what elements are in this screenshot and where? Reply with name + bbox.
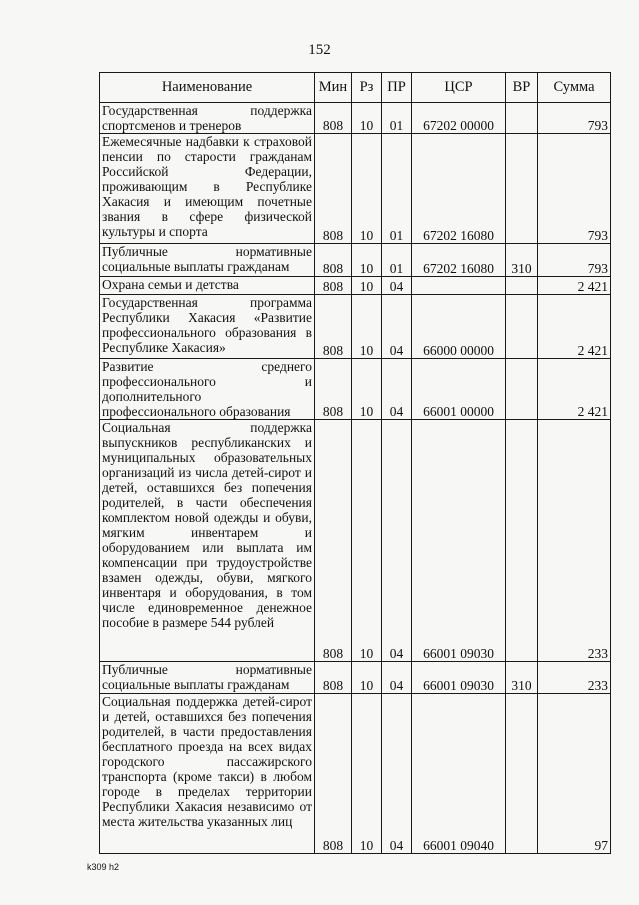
table-row <box>100 134 611 244</box>
footer-code: k309 h2 <box>87 862 120 872</box>
table-row <box>100 277 611 295</box>
row-pr: 01 <box>382 244 412 277</box>
row-min: 808 <box>315 103 352 134</box>
row-pr: 04 <box>382 295 412 359</box>
row-min: 808 <box>315 694 352 854</box>
row-vr <box>506 277 538 295</box>
row-name: Государственная программа Республики Хакасия «Развитие профессионального образования в Республике Хакасия» <box>102 295 312 355</box>
row-vr: 310 <box>506 244 538 277</box>
row-sum: 793 <box>538 134 611 244</box>
row-sum: 793 <box>538 244 611 277</box>
header-rz: Рз <box>352 73 382 103</box>
row-sum: 233 <box>538 662 611 694</box>
row-pr: 04 <box>382 277 412 295</box>
row-sum: 793 <box>538 103 611 134</box>
row-rz: 10 <box>352 134 382 244</box>
row-min: 808 <box>315 662 352 694</box>
budget-table <box>99 72 611 854</box>
row-rz: 10 <box>352 420 382 662</box>
row-sum: 97 <box>538 694 611 854</box>
row-csr <box>412 277 506 295</box>
row-name: Социальная поддержка выпускников республиканских и муниципальных образовательных организаций из числа детей-сирот и детей, оставшихся без попечения родителей, в части обеспечения комплектом новой одежды и обуви, мягким инвентарем и оборудованием или выплата им компенсации при трудоустройстве взамен одежды, обуви, мягкого инвентаря и оборудования, в том числе единовременное денежное пособие в размере 544 рублей <box>102 420 312 630</box>
row-name: Публичные нормативные социальные выплаты гражданам <box>102 244 312 274</box>
row-name: Охрана семьи и детства <box>102 277 239 292</box>
row-rz: 10 <box>352 359 382 420</box>
row-pr: 04 <box>382 662 412 694</box>
row-min: 808 <box>315 277 352 295</box>
row-pr: 04 <box>382 694 412 854</box>
row-vr <box>506 420 538 662</box>
row-min: 808 <box>315 420 352 662</box>
table-row <box>100 662 611 694</box>
header-pr: ПР <box>382 73 412 103</box>
row-vr <box>506 694 538 854</box>
row-csr: 66000 00000 <box>412 295 506 359</box>
row-name: Государственная поддержка спортсменов и тренеров <box>102 103 312 133</box>
header-vr: ВР <box>506 73 538 103</box>
table-row <box>100 420 611 662</box>
row-name: Ежемесячные надбавки к страховой пенсии по старости гражданам Российской Федерации, проживающим в Республике Хакасия и имеющим почетные звания в сфере физической культуры и спорта <box>102 134 312 239</box>
row-rz: 10 <box>352 662 382 694</box>
row-rz: 10 <box>352 244 382 277</box>
row-pr: 01 <box>382 103 412 134</box>
row-min: 808 <box>315 134 352 244</box>
row-name: Развитие среднего профессионального и дополнительного профессионального образования <box>102 359 312 419</box>
table-row <box>100 359 611 420</box>
row-pr: 04 <box>382 359 412 420</box>
table-row <box>100 295 611 359</box>
row-vr: 310 <box>506 662 538 694</box>
page-number: 152 <box>308 42 331 58</box>
row-pr: 04 <box>382 420 412 662</box>
row-sum: 2 421 <box>538 277 611 295</box>
table-header-row <box>100 73 611 103</box>
row-name: Публичные нормативные социальные выплаты гражданам <box>102 662 312 692</box>
row-vr <box>506 359 538 420</box>
row-min: 808 <box>315 359 352 420</box>
table-row <box>100 244 611 277</box>
row-vr <box>506 103 538 134</box>
row-min: 808 <box>315 295 352 359</box>
table-row <box>100 694 611 854</box>
row-rz: 10 <box>352 103 382 134</box>
header-name: Наименование <box>100 73 315 103</box>
row-csr: 67202 00000 <box>412 103 506 134</box>
header-csr: ЦСР <box>412 73 506 103</box>
row-sum: 233 <box>538 420 611 662</box>
header-sum: Сумма <box>538 73 611 103</box>
row-sum: 2 421 <box>538 359 611 420</box>
row-vr <box>506 295 538 359</box>
row-rz: 10 <box>352 694 382 854</box>
header-min: Мин <box>315 73 352 103</box>
row-rz: 10 <box>352 277 382 295</box>
row-name: Социальная поддержка детей-сирот и детей, оставшихся без попечения родителей, в части предоставления бесплатного проезда на всех видах городского пассажирского транспорта (кроме такси) в любом городе в пределах территории Республики Хакасия независимо от места жительства указанных лиц <box>102 694 312 829</box>
row-csr: 66001 00000 <box>412 359 506 420</box>
row-sum: 2 421 <box>538 295 611 359</box>
row-rz: 10 <box>352 295 382 359</box>
row-min: 808 <box>315 244 352 277</box>
row-csr: 67202 16080 <box>412 244 506 277</box>
row-csr: 66001 09030 <box>412 662 506 694</box>
row-csr: 66001 09040 <box>412 694 506 854</box>
row-pr: 01 <box>382 134 412 244</box>
row-vr <box>506 134 538 244</box>
table-row <box>100 103 611 134</box>
row-csr: 66001 09030 <box>412 420 506 662</box>
row-csr: 67202 16080 <box>412 134 506 244</box>
